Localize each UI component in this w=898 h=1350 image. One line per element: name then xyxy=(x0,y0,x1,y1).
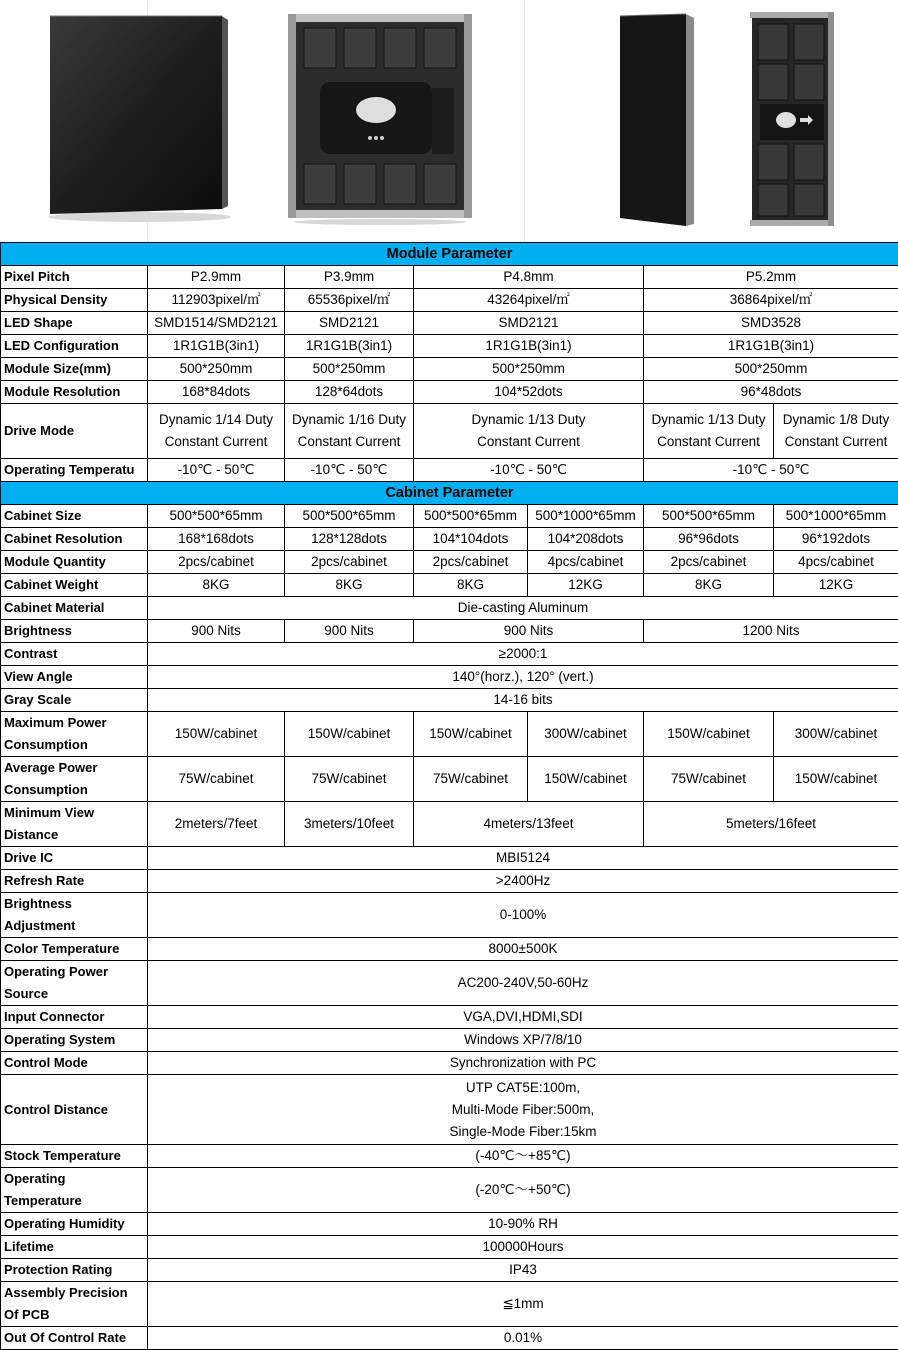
row-operating-temperature xyxy=(1,459,898,482)
cell: 128*128dots xyxy=(285,528,414,551)
cell: 300W/cabinet xyxy=(774,712,898,757)
cell: IP43 xyxy=(148,1259,898,1282)
row-led-shape xyxy=(1,312,898,335)
row-label: Operating Temperature xyxy=(1,1168,148,1213)
row-module-resolution xyxy=(1,381,898,404)
cell: Dynamic 1/8 Duty Constant Current xyxy=(774,404,898,459)
cell: 900 Nits xyxy=(148,620,285,643)
cell: SMD1514/SMD2121 xyxy=(148,312,285,335)
row-label: Operating Humidity xyxy=(1,1213,148,1236)
cell: 1R1G1B(3in1) xyxy=(285,335,414,358)
cell: 43264pixel/㎡ xyxy=(414,289,644,312)
cell: 500*250mm xyxy=(285,358,414,381)
cell: 500*1000*65mm xyxy=(774,505,898,528)
cell: 150W/cabinet xyxy=(414,712,528,757)
section-title: Cabinet Parameter xyxy=(1,482,898,505)
row-drive-ic xyxy=(1,847,898,870)
row-avg-power xyxy=(1,757,898,802)
cell: (-40℃～+85℃) xyxy=(148,1145,898,1168)
row-label: Cabinet Size xyxy=(1,505,148,528)
row-brightness-adjustment xyxy=(1,893,898,938)
row-label: Cabinet Material xyxy=(1,597,148,620)
row-label: Cabinet Resolution xyxy=(1,528,148,551)
cell: 2pcs/cabinet xyxy=(148,551,285,574)
cell: P2.9mm xyxy=(148,266,285,289)
cell: 104*52dots xyxy=(414,381,644,404)
cell: 140°(horz.), 120° (vert.) xyxy=(148,666,898,689)
cell: 2meters/7feet xyxy=(148,802,285,847)
row-stock-temperature xyxy=(1,1145,898,1168)
cell: 500*250mm xyxy=(414,358,644,381)
photo-divider xyxy=(524,0,525,242)
row-label: Stock Temperature xyxy=(1,1145,148,1168)
row-label: Drive IC xyxy=(1,847,148,870)
row-cabinet-material xyxy=(1,597,898,620)
row-view-angle xyxy=(1,666,898,689)
row-cabinet-weight xyxy=(1,574,898,597)
row-label: Module Quantity xyxy=(1,551,148,574)
cell: 2pcs/cabinet xyxy=(644,551,774,574)
cell: 8KG xyxy=(414,574,528,597)
cell: 1200 Nits xyxy=(644,620,898,643)
cell: 150W/cabinet xyxy=(528,757,644,802)
row-label: Average Power Consumption xyxy=(1,757,148,802)
cell: ≦1mm xyxy=(148,1282,898,1327)
row-label: Brightness xyxy=(1,620,148,643)
cell: 4pcs/cabinet xyxy=(528,551,644,574)
row-label: View Angle xyxy=(1,666,148,689)
row-label: Input Connector xyxy=(1,1006,148,1029)
cell: 0-100% xyxy=(148,893,898,938)
cell: Windows XP/7/8/10 xyxy=(148,1029,898,1052)
cell: Dynamic 1/13 Duty Constant Current xyxy=(644,404,774,459)
row-refresh-rate xyxy=(1,870,898,893)
row-operating-humidity xyxy=(1,1213,898,1236)
cell: 75W/cabinet xyxy=(644,757,774,802)
cell: 900 Nits xyxy=(285,620,414,643)
tall-cabinet-back-image xyxy=(750,12,836,230)
row-label: Physical Density xyxy=(1,289,148,312)
cell: Dynamic 1/14 Duty Constant Current xyxy=(148,404,285,459)
row-max-power xyxy=(1,712,898,757)
cell: 14-16 bits xyxy=(148,689,898,712)
row-gray-scale xyxy=(1,689,898,712)
cell: VGA,DVI,HDMI,SDI xyxy=(148,1006,898,1029)
row-label: Operating Power Source xyxy=(1,961,148,1006)
row-out-of-control-rate xyxy=(1,1327,898,1350)
row-color-temperature xyxy=(1,938,898,961)
cell: 75W/cabinet xyxy=(414,757,528,802)
cell: 12KG xyxy=(528,574,644,597)
cell: 150W/cabinet xyxy=(644,712,774,757)
cell: 900 Nits xyxy=(414,620,644,643)
row-module-quantity xyxy=(1,551,898,574)
cell: 500*500*65mm xyxy=(414,505,528,528)
row-brightness xyxy=(1,620,898,643)
cell: >2400Hz xyxy=(148,870,898,893)
row-label: Module Resolution xyxy=(1,381,148,404)
row-operating-temperature-cabinet xyxy=(1,1168,898,1213)
cell: 500*250mm xyxy=(148,358,285,381)
cell: 0.01% xyxy=(148,1327,898,1350)
cell: Dynamic 1/13 Duty Constant Current xyxy=(414,404,644,459)
row-density xyxy=(1,289,898,312)
row-protection-rating xyxy=(1,1259,898,1282)
cell: 8KG xyxy=(644,574,774,597)
cell: 150W/cabinet xyxy=(774,757,898,802)
cell: 65536pixel/㎡ xyxy=(285,289,414,312)
cell: 500*500*65mm xyxy=(285,505,414,528)
cell: 2pcs/cabinet xyxy=(285,551,414,574)
cell: P5.2mm xyxy=(644,266,898,289)
cell: -10℃ - 50℃ xyxy=(644,459,898,482)
row-contrast xyxy=(1,643,898,666)
cell: 500*1000*65mm xyxy=(528,505,644,528)
cell: 168*84dots xyxy=(148,381,285,404)
cell: 104*208dots xyxy=(528,528,644,551)
cell: 96*96dots xyxy=(644,528,774,551)
row-label: LED Shape xyxy=(1,312,148,335)
row-label: Color Temperature xyxy=(1,938,148,961)
cell: 8KG xyxy=(285,574,414,597)
cell: 4meters/13feet xyxy=(414,802,644,847)
row-label: Out Of Control Rate xyxy=(1,1327,148,1350)
row-label: Control Distance xyxy=(1,1075,148,1145)
row-input-connector xyxy=(1,1006,898,1029)
row-operating-system xyxy=(1,1029,898,1052)
row-drive-mode xyxy=(1,404,898,459)
cabinet-front-image xyxy=(40,14,230,224)
cell: 500*250mm xyxy=(644,358,898,381)
row-label: Assembly Precision Of PCB xyxy=(1,1282,148,1327)
cell: ≥2000:1 xyxy=(148,643,898,666)
cell: 112903pixel/㎡ xyxy=(148,289,285,312)
cell: -10℃ - 50℃ xyxy=(285,459,414,482)
cell: 96*192dots xyxy=(774,528,898,551)
cell: 150W/cabinet xyxy=(148,712,285,757)
cell: 8KG xyxy=(148,574,285,597)
product-photos xyxy=(0,0,898,242)
cell: 104*104dots xyxy=(414,528,528,551)
cell: 3meters/10feet xyxy=(285,802,414,847)
cell: 75W/cabinet xyxy=(285,757,414,802)
row-operating-power-source xyxy=(1,961,898,1006)
row-label: Refresh Rate xyxy=(1,870,148,893)
cell: (-20℃～+50℃) xyxy=(148,1168,898,1213)
row-control-distance xyxy=(1,1075,898,1145)
row-label: Pixel Pitch xyxy=(1,266,148,289)
row-cabinet-resolution xyxy=(1,528,898,551)
row-label: Operating Temperatu xyxy=(1,459,148,482)
row-led-config xyxy=(1,335,898,358)
cell: AC200-240V,50-60Hz xyxy=(148,961,898,1006)
cell: 1R1G1B(3in1) xyxy=(148,335,285,358)
cell: 96*48dots xyxy=(644,381,898,404)
module-parameter-header xyxy=(1,243,898,266)
cell: -10℃ - 50℃ xyxy=(414,459,644,482)
cell: 500*500*65mm xyxy=(644,505,774,528)
cell: 168*168dots xyxy=(148,528,285,551)
cabinet-back-image xyxy=(288,14,472,226)
cell: 1R1G1B(3in1) xyxy=(414,335,644,358)
row-label: Operating System xyxy=(1,1029,148,1052)
cell: 5meters/16feet xyxy=(644,802,898,847)
cabinet-parameter-header xyxy=(1,482,898,505)
cell: SMD3528 xyxy=(644,312,898,335)
cell: SMD2121 xyxy=(285,312,414,335)
row-control-mode xyxy=(1,1052,898,1075)
cell: 1R1G1B(3in1) xyxy=(644,335,898,358)
cell: P3.9mm xyxy=(285,266,414,289)
row-label: Gray Scale xyxy=(1,689,148,712)
cell: UTP CAT5E:100m, Multi-Mode Fiber:500m, Single-Mode Fiber:15km xyxy=(148,1075,898,1145)
row-label: Minimum View Distance xyxy=(1,802,148,847)
cell: 8000±500K xyxy=(148,938,898,961)
row-cabinet-size xyxy=(1,505,898,528)
cell: MBI5124 xyxy=(148,847,898,870)
cell: 300W/cabinet xyxy=(528,712,644,757)
row-label: Drive Mode xyxy=(1,404,148,459)
row-label: Maximum Power Consumption xyxy=(1,712,148,757)
section-title: Module Parameter xyxy=(1,243,898,266)
cell: Synchronization with PC xyxy=(148,1052,898,1075)
cell: 10-90% RH xyxy=(148,1213,898,1236)
cell: 100000Hours xyxy=(148,1236,898,1259)
row-assembly-precision xyxy=(1,1282,898,1327)
spec-table xyxy=(0,242,898,1350)
row-min-view-distance xyxy=(1,802,898,847)
cell: 128*64dots xyxy=(285,381,414,404)
row-label: Contrast xyxy=(1,643,148,666)
row-label: Module Size(mm) xyxy=(1,358,148,381)
cell: SMD2121 xyxy=(414,312,644,335)
row-label: Control Mode xyxy=(1,1052,148,1075)
row-label: Cabinet Weight xyxy=(1,574,148,597)
cell: 150W/cabinet xyxy=(285,712,414,757)
cell: 12KG xyxy=(774,574,898,597)
row-label: Brightness Adjustment xyxy=(1,893,148,938)
tall-cabinet-front-image xyxy=(616,12,700,230)
cell: -10℃ - 50℃ xyxy=(148,459,285,482)
row-lifetime xyxy=(1,1236,898,1259)
row-label: LED Configuration xyxy=(1,335,148,358)
cell: 75W/cabinet xyxy=(148,757,285,802)
cell: 36864pixel/㎡ xyxy=(644,289,898,312)
cell: Die-casting Aluminum xyxy=(148,597,898,620)
row-module-size xyxy=(1,358,898,381)
cell: 2pcs/cabinet xyxy=(414,551,528,574)
cell: Dynamic 1/16 Duty Constant Current xyxy=(285,404,414,459)
row-pixel-pitch xyxy=(1,266,898,289)
cell: 500*500*65mm xyxy=(148,505,285,528)
row-label: Lifetime xyxy=(1,1236,148,1259)
cell: P4.8mm xyxy=(414,266,644,289)
cell: 4pcs/cabinet xyxy=(774,551,898,574)
row-label: Protection Rating xyxy=(1,1259,148,1282)
